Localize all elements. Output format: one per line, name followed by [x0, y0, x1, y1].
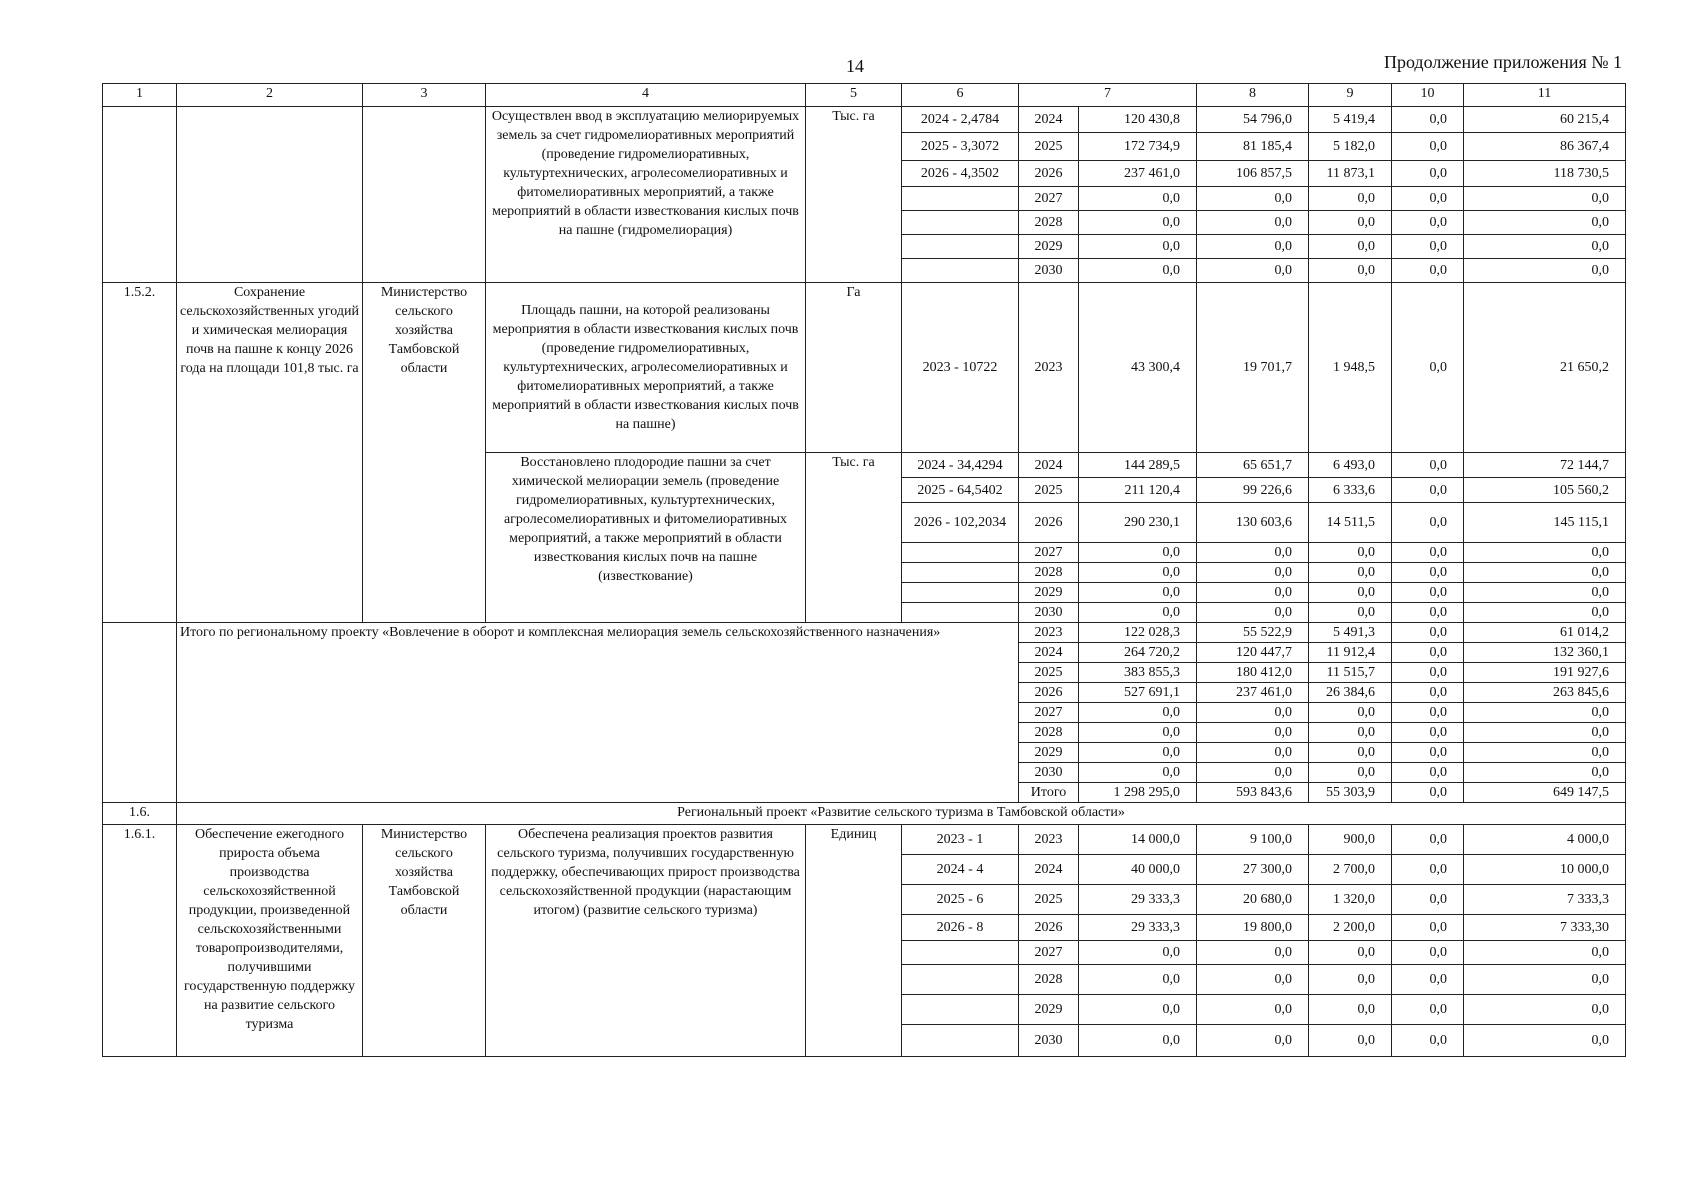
year-cell: 2028 [1019, 211, 1079, 235]
page-number: 14 [846, 56, 864, 76]
amount-c10: 0,0 [1392, 503, 1464, 543]
amount-c10: 0,0 [1392, 478, 1464, 503]
event-name-cell: Сохранение сельскохозяйственных угодий и химическая мелиорация почв на пашне к концу 2026 года на площади 101,8 тыс. га [177, 283, 363, 623]
amount-c7: 0,0 [1079, 563, 1197, 583]
column-header: 2 [177, 84, 363, 107]
amount-c9: 5 419,4 [1309, 107, 1392, 133]
amount-c7: 0,0 [1079, 583, 1197, 603]
amount-c10: 0,0 [1392, 187, 1464, 211]
amount-c8: 0,0 [1197, 543, 1309, 563]
amount-c9: 0,0 [1309, 941, 1392, 965]
amount-c7: 0,0 [1079, 703, 1197, 723]
amount-c10: 0,0 [1392, 855, 1464, 885]
amount-c11: 0,0 [1464, 723, 1626, 743]
amount-c11: 21 650,2 [1464, 283, 1626, 453]
amount-c11: 72 144,7 [1464, 453, 1626, 478]
amount-c10: 0,0 [1392, 663, 1464, 683]
year-cell: Итого [1019, 783, 1079, 803]
amount-c9: 0,0 [1309, 583, 1392, 603]
column-header: 7 [1019, 84, 1197, 107]
column-header: 9 [1309, 84, 1392, 107]
amount-c11: 7 333,30 [1464, 915, 1626, 941]
year-cell: 2025 [1019, 133, 1079, 161]
amount-c9: 55 303,9 [1309, 783, 1392, 803]
year-cell: 2025 [1019, 885, 1079, 915]
year-cell: 2023 [1019, 825, 1079, 855]
amount-c9: 0,0 [1309, 187, 1392, 211]
amount-c7: 0,0 [1079, 995, 1197, 1025]
year-cell: 2026 [1019, 161, 1079, 187]
amount-c8: 54 796,0 [1197, 107, 1309, 133]
amount-c9: 0,0 [1309, 235, 1392, 259]
year-cell: 2026 [1019, 683, 1079, 703]
column-header: 1 [103, 84, 177, 107]
amount-c9: 1 948,5 [1309, 283, 1392, 453]
column-header: 8 [1197, 84, 1309, 107]
amount-c11: 10 000,0 [1464, 855, 1626, 885]
year-cell: 2029 [1019, 235, 1079, 259]
year-cell: 2026 [1019, 915, 1079, 941]
target-value [902, 1025, 1019, 1057]
amount-c10: 0,0 [1392, 941, 1464, 965]
continuation-note: Продолжение приложения № 1 [1383, 52, 1622, 72]
amount-c9: 0,0 [1309, 703, 1392, 723]
indicator-text: Площадь пашни, на которой реализованы мероприятия в области известкования кислых почв (проведение гидромелиоративных, культуртехнических, агролесомелиоративных и фитомелиоративных мероприятий, а также мероприятий в области известкования кислых почв на пашне) [486, 283, 806, 453]
amount-c10: 0,0 [1392, 643, 1464, 663]
indicator-text: Обеспечена реализация проектов развития сельского туризма, получивших государственную поддержку, обеспечивающих прирост производства сельскохозяйственной продукции (нарастающим итогом) (развитие сельского туризма) [486, 825, 806, 1057]
amount-c7: 527 691,1 [1079, 683, 1197, 703]
target-value [902, 965, 1019, 995]
amount-c9: 6 493,0 [1309, 453, 1392, 478]
amount-c9: 11 873,1 [1309, 161, 1392, 187]
year-cell: 2025 [1019, 478, 1079, 503]
year-cell: 2030 [1019, 1025, 1079, 1057]
amount-c11: 0,0 [1464, 703, 1626, 723]
code-cell [103, 623, 177, 803]
target-value [902, 259, 1019, 283]
amount-c10: 0,0 [1392, 583, 1464, 603]
table-row [103, 84, 1626, 107]
amount-c8: 0,0 [1197, 235, 1309, 259]
amount-c10: 0,0 [1392, 453, 1464, 478]
year-cell: 2027 [1019, 187, 1079, 211]
year-cell: 2027 [1019, 543, 1079, 563]
amount-c9: 0,0 [1309, 603, 1392, 623]
amount-c8: 0,0 [1197, 995, 1309, 1025]
target-value: 2023 - 1 [902, 825, 1019, 855]
target-value [902, 995, 1019, 1025]
amount-c8: 593 843,6 [1197, 783, 1309, 803]
amount-c11: 0,0 [1464, 941, 1626, 965]
amount-c11: 0,0 [1464, 763, 1626, 783]
amount-c7: 290 230,1 [1079, 503, 1197, 543]
column-header: 3 [363, 84, 486, 107]
amount-c7: 29 333,3 [1079, 915, 1197, 941]
column-header: 4 [486, 84, 806, 107]
amount-c11: 0,0 [1464, 235, 1626, 259]
amount-c7: 0,0 [1079, 187, 1197, 211]
year-cell: 2028 [1019, 965, 1079, 995]
amount-c8: 65 651,7 [1197, 453, 1309, 478]
amount-c7: 0,0 [1079, 723, 1197, 743]
code-cell: 1.5.2. [103, 283, 177, 623]
amount-c11: 191 927,6 [1464, 663, 1626, 683]
amount-c10: 0,0 [1392, 283, 1464, 453]
amount-c7: 0,0 [1079, 211, 1197, 235]
target-value [902, 543, 1019, 563]
amount-c9: 2 700,0 [1309, 855, 1392, 885]
unit-cell: Единиц [806, 825, 902, 1057]
amount-c11: 649 147,5 [1464, 783, 1626, 803]
amount-c8: 0,0 [1197, 603, 1309, 623]
amount-c8: 0,0 [1197, 563, 1309, 583]
amount-c10: 0,0 [1392, 915, 1464, 941]
amount-c8: 0,0 [1197, 723, 1309, 743]
year-cell: 2030 [1019, 763, 1079, 783]
amount-c7: 0,0 [1079, 603, 1197, 623]
amount-c7: 0,0 [1079, 763, 1197, 783]
table-row [103, 283, 1626, 453]
amount-c10: 0,0 [1392, 743, 1464, 763]
amount-c9: 5 182,0 [1309, 133, 1392, 161]
total-label: Итого по региональному проекту «Вовлечение в оборот и комплексная мелиорация земель сельскохозяйственного назначения» [177, 623, 1019, 803]
amount-c7: 0,0 [1079, 941, 1197, 965]
amount-c10: 0,0 [1392, 965, 1464, 995]
target-value: 2023 - 10722 [902, 283, 1019, 453]
amount-c7: 0,0 [1079, 965, 1197, 995]
amount-c7: 0,0 [1079, 743, 1197, 763]
amount-c7: 211 120,4 [1079, 478, 1197, 503]
column-header: 6 [902, 84, 1019, 107]
amount-c9: 0,0 [1309, 965, 1392, 995]
amount-c9: 14 511,5 [1309, 503, 1392, 543]
amount-c8: 106 857,5 [1197, 161, 1309, 187]
amount-c7: 383 855,3 [1079, 663, 1197, 683]
amount-c11: 0,0 [1464, 563, 1626, 583]
amount-c8: 19 800,0 [1197, 915, 1309, 941]
target-value: 2025 - 3,3072 [902, 133, 1019, 161]
amount-c9: 0,0 [1309, 743, 1392, 763]
amount-c9: 0,0 [1309, 995, 1392, 1025]
amount-c11: 0,0 [1464, 187, 1626, 211]
amount-c10: 0,0 [1392, 703, 1464, 723]
amount-c8: 0,0 [1197, 703, 1309, 723]
amount-c7: 0,0 [1079, 259, 1197, 283]
amount-c9: 2 200,0 [1309, 915, 1392, 941]
amount-c10: 0,0 [1392, 211, 1464, 235]
target-value: 2024 - 2,4784 [902, 107, 1019, 133]
target-value: 2025 - 64,5402 [902, 478, 1019, 503]
amount-c8: 0,0 [1197, 743, 1309, 763]
amount-c7: 122 028,3 [1079, 623, 1197, 643]
amount-c8: 9 100,0 [1197, 825, 1309, 855]
amount-c11: 263 845,6 [1464, 683, 1626, 703]
table-row [103, 803, 1626, 825]
amount-c9: 0,0 [1309, 563, 1392, 583]
year-cell: 2029 [1019, 743, 1079, 763]
amount-c10: 0,0 [1392, 783, 1464, 803]
column-header: 5 [806, 84, 902, 107]
year-cell: 2025 [1019, 663, 1079, 683]
target-value: 2026 - 4,3502 [902, 161, 1019, 187]
responsible-cell: Министерство сельского хозяйства Тамбовской области [363, 283, 486, 623]
amount-c11: 86 367,4 [1464, 133, 1626, 161]
amount-c11: 145 115,1 [1464, 503, 1626, 543]
amount-c10: 0,0 [1392, 133, 1464, 161]
target-value: 2025 - 6 [902, 885, 1019, 915]
amount-c9: 900,0 [1309, 825, 1392, 855]
amount-c10: 0,0 [1392, 885, 1464, 915]
amount-c11: 0,0 [1464, 211, 1626, 235]
table-row [103, 825, 1626, 855]
year-cell: 2027 [1019, 941, 1079, 965]
amount-c10: 0,0 [1392, 623, 1464, 643]
amount-c9: 1 320,0 [1309, 885, 1392, 915]
amount-c10: 0,0 [1392, 995, 1464, 1025]
amount-c11: 0,0 [1464, 995, 1626, 1025]
amount-c11: 60 215,4 [1464, 107, 1626, 133]
target-value: 2024 - 4 [902, 855, 1019, 885]
amount-c8: 19 701,7 [1197, 283, 1309, 453]
amount-c7: 40 000,0 [1079, 855, 1197, 885]
target-value [902, 187, 1019, 211]
target-value [902, 941, 1019, 965]
amount-c9: 0,0 [1309, 763, 1392, 783]
year-cell: 2023 [1019, 623, 1079, 643]
target-value [902, 563, 1019, 583]
amount-c11: 0,0 [1464, 259, 1626, 283]
amount-c11: 0,0 [1464, 583, 1626, 603]
amount-c11: 105 560,2 [1464, 478, 1626, 503]
amount-c9: 0,0 [1309, 259, 1392, 283]
amount-c9: 0,0 [1309, 723, 1392, 743]
code-cell [103, 107, 177, 283]
amount-c9: 26 384,6 [1309, 683, 1392, 703]
amount-c7: 0,0 [1079, 543, 1197, 563]
amount-c7: 237 461,0 [1079, 161, 1197, 187]
amount-c7: 1 298 295,0 [1079, 783, 1197, 803]
event-name-cell [177, 107, 363, 283]
section-code: 1.6. [103, 803, 177, 825]
amount-c8: 81 185,4 [1197, 133, 1309, 161]
amount-c11: 61 014,2 [1464, 623, 1626, 643]
amount-c10: 0,0 [1392, 259, 1464, 283]
year-cell: 2026 [1019, 503, 1079, 543]
amount-c11: 0,0 [1464, 1025, 1626, 1057]
amount-c7: 0,0 [1079, 235, 1197, 259]
amount-c8: 130 603,6 [1197, 503, 1309, 543]
year-cell: 2030 [1019, 603, 1079, 623]
amount-c10: 0,0 [1392, 825, 1464, 855]
amount-c8: 0,0 [1197, 211, 1309, 235]
amount-c7: 172 734,9 [1079, 133, 1197, 161]
amount-c8: 0,0 [1197, 1025, 1309, 1057]
amount-c11: 0,0 [1464, 543, 1626, 563]
indicator-text: Осуществлен ввод в эксплуатацию мелиорируемых земель за счет гидромелиоративных мероприятий (проведение гидромелиоративных, культуртехнических, агролесомелиоративных и фитомелиоративных мероприятий, а также мероприятий в области известкования кислых почв на пашне (гидромелиорация) [486, 107, 806, 283]
amount-c10: 0,0 [1392, 543, 1464, 563]
year-cell: 2024 [1019, 107, 1079, 133]
amount-c8: 0,0 [1197, 187, 1309, 211]
amount-c9: 6 333,6 [1309, 478, 1392, 503]
table-row [103, 623, 1626, 643]
unit-cell: Тыс. га [806, 107, 902, 283]
amount-c7: 120 430,8 [1079, 107, 1197, 133]
section-title: Региональный проект «Развитие сельского туризма в Тамбовской области» [177, 803, 1626, 825]
amount-c10: 0,0 [1392, 563, 1464, 583]
responsible-cell: Министерство сельского хозяйства Тамбовской области [363, 825, 486, 1057]
target-value: 2026 - 8 [902, 915, 1019, 941]
amount-c8: 237 461,0 [1197, 683, 1309, 703]
amount-c10: 0,0 [1392, 107, 1464, 133]
amount-c7: 144 289,5 [1079, 453, 1197, 478]
amount-c7: 0,0 [1079, 1025, 1197, 1057]
table-row [103, 107, 1626, 133]
amount-c7: 264 720,2 [1079, 643, 1197, 663]
amount-c11: 4 000,0 [1464, 825, 1626, 855]
amount-c11: 0,0 [1464, 603, 1626, 623]
year-cell: 2028 [1019, 723, 1079, 743]
amount-c9: 0,0 [1309, 543, 1392, 563]
year-cell: 2024 [1019, 643, 1079, 663]
amount-c10: 0,0 [1392, 235, 1464, 259]
amount-c8: 20 680,0 [1197, 885, 1309, 915]
amount-c10: 0,0 [1392, 683, 1464, 703]
amount-c8: 180 412,0 [1197, 663, 1309, 683]
event-name-cell: Обеспечение ежегодного прироста объема производства сельскохозяйственной продукции, произведенной сельскохозяйственными товаропроизводителями, получившими государственную поддержку на развитие сельского туризма [177, 825, 363, 1057]
amount-c9: 0,0 [1309, 211, 1392, 235]
amount-c9: 5 491,3 [1309, 623, 1392, 643]
target-value: 2026 - 102,2034 [902, 503, 1019, 543]
amount-c7: 29 333,3 [1079, 885, 1197, 915]
amount-c11: 7 333,3 [1464, 885, 1626, 915]
amount-c10: 0,0 [1392, 1025, 1464, 1057]
amount-c11: 0,0 [1464, 743, 1626, 763]
appendix-table [102, 83, 1626, 1057]
unit-cell: Га [806, 283, 902, 453]
column-header: 10 [1392, 84, 1464, 107]
target-value: 2024 - 34,4294 [902, 453, 1019, 478]
responsible-cell [363, 107, 486, 283]
year-cell: 2030 [1019, 259, 1079, 283]
amount-c8: 55 522,9 [1197, 623, 1309, 643]
amount-c8: 99 226,6 [1197, 478, 1309, 503]
unit-cell: Тыс. га [806, 453, 902, 623]
year-cell: 2029 [1019, 995, 1079, 1025]
amount-c8: 0,0 [1197, 965, 1309, 995]
amount-c9: 0,0 [1309, 1025, 1392, 1057]
amount-c8: 0,0 [1197, 259, 1309, 283]
target-value [902, 603, 1019, 623]
amount-c11: 0,0 [1464, 965, 1626, 995]
amount-c8: 120 447,7 [1197, 643, 1309, 663]
year-cell: 2023 [1019, 283, 1079, 453]
year-cell: 2024 [1019, 855, 1079, 885]
amount-c8: 0,0 [1197, 763, 1309, 783]
amount-c9: 11 515,7 [1309, 663, 1392, 683]
column-header: 11 [1464, 84, 1626, 107]
year-cell: 2028 [1019, 563, 1079, 583]
amount-c9: 11 912,4 [1309, 643, 1392, 663]
target-value [902, 583, 1019, 603]
amount-c8: 0,0 [1197, 941, 1309, 965]
indicator-text: Восстановлено плодородие пашни за счет химической мелиорации земель (проведение гидромелиоративных, культуртехнических, агролесомелиоративных и фитомелиоративных мероприятий, а также мероприятий в области известкования кислых почв на пашне (известкование) [486, 453, 806, 623]
amount-c8: 0,0 [1197, 583, 1309, 603]
amount-c8: 27 300,0 [1197, 855, 1309, 885]
amount-c11: 118 730,5 [1464, 161, 1626, 187]
amount-c10: 0,0 [1392, 763, 1464, 783]
code-cell: 1.6.1. [103, 825, 177, 1057]
amount-c11: 132 360,1 [1464, 643, 1626, 663]
amount-c10: 0,0 [1392, 161, 1464, 187]
amount-c10: 0,0 [1392, 723, 1464, 743]
target-value [902, 235, 1019, 259]
amount-c7: 43 300,4 [1079, 283, 1197, 453]
target-value [902, 211, 1019, 235]
amount-c10: 0,0 [1392, 603, 1464, 623]
year-cell: 2024 [1019, 453, 1079, 478]
year-cell: 2027 [1019, 703, 1079, 723]
year-cell: 2029 [1019, 583, 1079, 603]
amount-c7: 14 000,0 [1079, 825, 1197, 855]
